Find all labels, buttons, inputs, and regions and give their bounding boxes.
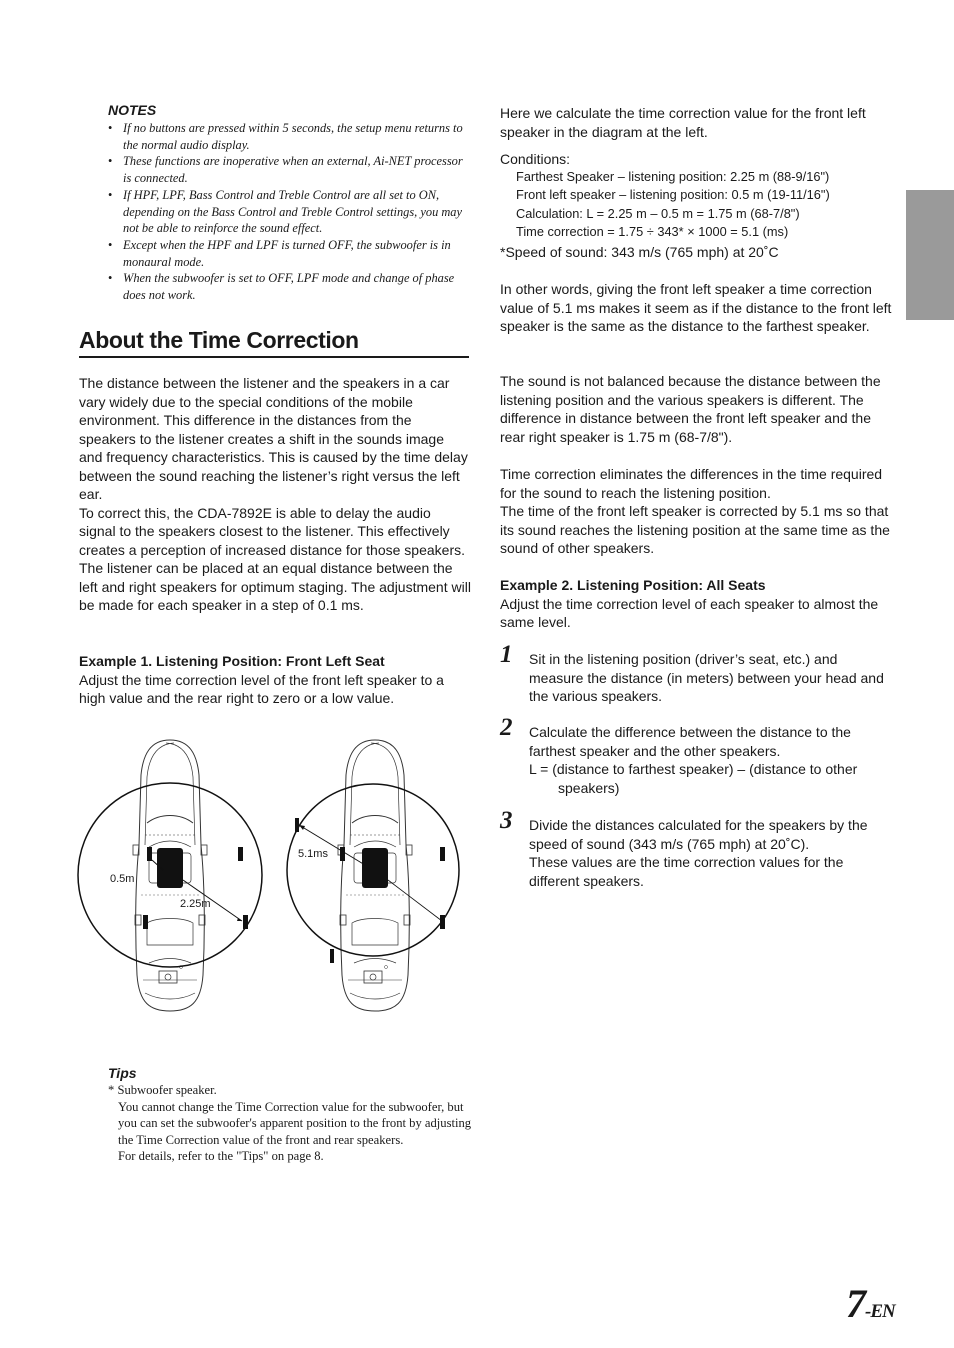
listener-head-icon xyxy=(362,848,388,888)
example-1-text: Adjust the time correction level of the front left speaker to a high value and the rear right to zero or a low value. xyxy=(79,671,444,706)
notes-title: NOTES xyxy=(108,102,157,118)
step-formula: L = (distance to farthest speaker) – (distance to other speakers) xyxy=(529,761,858,796)
example-1 xyxy=(79,652,471,708)
car-right xyxy=(287,740,459,1011)
speaker-rear-left-virtual-icon xyxy=(330,949,334,963)
tips-line-1: * Subwoofer speaker. xyxy=(108,1083,217,1097)
step-number: 3 xyxy=(500,807,513,834)
speaker-front-left-icon xyxy=(340,847,345,861)
step-number: 2 xyxy=(500,714,513,741)
condition-item: Time correction = 1.75 ÷ 343* × 1000 = 5.1 (ms) xyxy=(516,224,789,240)
example-2-text: Adjust the time correction level of each speaker to almost the same level. xyxy=(500,595,879,630)
car-speaker-diagram xyxy=(75,735,475,1020)
note-item: • These functions are inoperative when an external, Ai-NET processor is connected. xyxy=(108,153,463,186)
step-text: Calculate the difference between the distance to the farthest speaker and the other speakers. xyxy=(529,724,851,759)
speaker-front-left-icon xyxy=(147,847,152,861)
page-number xyxy=(846,1280,895,1327)
step-number: 1 xyxy=(500,641,513,668)
note-item: • Except when the HPF and LPF is turned OFF, the subwoofer is in monaural mode. xyxy=(108,237,463,270)
intro-paragraph-2: To correct this, the CDA-7892E is able to delay the audio signal to the speakers closest to the listener. This effectively creates a perception of increased distance for those speakers. The listener can be placed at an equal distance between the left and right speakers for optimum staging. The adjustment will be made for each speaker in a step of 0.1 ms. xyxy=(79,504,471,613)
notes-list xyxy=(108,120,463,304)
step-text: Divide the distances calculated for the speakers by the speed of sound (343 m/s (765 mph) at 20˚C). xyxy=(529,817,868,852)
distance-label-far: 2.25m xyxy=(180,898,211,910)
paragraph-balance: The sound is not balanced because the distance between the listening position and the various speakers is different. The difference in distance between the front left speaker and the rear right speaker is 1.75 m (68-7/8"). xyxy=(500,373,881,445)
step-extra: These values are the time correction values for the different speakers. xyxy=(529,854,844,889)
section-heading: About the Time Correction xyxy=(79,327,359,353)
step-3 xyxy=(500,807,895,890)
calculation-intro: Here we calculate the time correction value for the front left speaker in the diagram at the left. xyxy=(500,105,866,140)
step-1 xyxy=(500,641,895,706)
heading-divider xyxy=(79,356,469,358)
page-number-digit: 7 xyxy=(846,1281,865,1326)
car-left xyxy=(78,740,262,1011)
speed-of-sound-note: *Speed of sound: 343 m/s (765 mph) at 20˚C xyxy=(500,244,779,260)
note-item: • If no buttons are pressed within 5 seconds, the setup menu returns to the normal audio display. xyxy=(108,120,463,153)
tips-title: Tips xyxy=(108,1065,137,1081)
tips-line-2: You cannot change the Time Correction value for the subwoofer, but you can set the subwoofer's apparent position to the front by adjusting the Time Correction value of the front and rear speakers. xyxy=(118,1099,472,1147)
step-2 xyxy=(500,714,895,797)
intro-text xyxy=(79,374,471,615)
tips-line-3: For details, refer to the "Tips" on page 8. xyxy=(118,1149,324,1164)
paragraph-eliminate-1: Time correction eliminates the differences in the time required for the sound to reach the listening position. xyxy=(500,466,883,501)
speaker-front-right-icon xyxy=(238,847,243,861)
conditions-label: Conditions: xyxy=(500,151,571,167)
paragraph-eliminate xyxy=(500,465,895,558)
distance-label-near: 0.5m xyxy=(110,873,135,885)
example-2-title: Example 2. Listening Position: All Seats xyxy=(500,577,766,593)
step-text: Sit in the listening position (driver’s seat, etc.) and measure the distance (in meters) between your head and the various speakers. xyxy=(529,651,884,704)
speaker-front-left-virtual-icon xyxy=(295,818,299,832)
speaker-rear-right-icon xyxy=(243,915,248,929)
paragraph-eliminate-2: The time of the front left speaker is corrected by 5.1 ms so that its sound reaches the listening position at the same time as the sound of other speakers. xyxy=(500,503,890,556)
example-1-title: Example 1. Listening Position: Front Left Seat xyxy=(79,653,385,669)
speaker-rear-left-icon xyxy=(143,915,148,929)
condition-item: Front left speaker – listening position: 0.5 m (19-11/16") xyxy=(516,187,830,203)
condition-item: Calculation: L = 2.25 m – 0.5 m = 1.75 m (68-7/8") xyxy=(516,205,800,221)
page-number-suffix: -EN xyxy=(865,1301,895,1322)
paragraph-other-words: In other words, giving the front left speaker a time correction value of 5.1 ms makes it seem as if the distance to the front left speaker is the same as the distance to the farthest speaker. xyxy=(500,281,892,334)
note-item: • If HPF, LPF, Bass Control and Treble Control are all set to ON, depending on the Bass Control and Treble Control settings, you may not be able to reinforce the sound effect. xyxy=(108,187,463,237)
speaker-rear-right-icon xyxy=(440,915,445,929)
intro-paragraph-1: The distance between the listener and the speakers in a car vary widely due to the special conditions of the mobile environment. This difference in the distances from the speakers to the listener creates a shift in the sounds image and frequency characteristics. This is caused by the time delay between the sound reaching the listener’s right versus the left ear. xyxy=(79,375,468,502)
example-2 xyxy=(500,576,895,632)
tips-body xyxy=(108,1082,473,1165)
speaker-front-right-icon xyxy=(440,847,445,861)
delay-label: 5.1ms xyxy=(298,848,328,860)
section-side-tab xyxy=(906,190,954,320)
note-item: • When the subwoofer is set to OFF, LPF mode and change of phase does not work. xyxy=(108,270,463,303)
condition-item: Farthest Speaker – listening position: 2.25 m (88-9/16") xyxy=(516,169,830,184)
conditions-list xyxy=(516,168,896,242)
